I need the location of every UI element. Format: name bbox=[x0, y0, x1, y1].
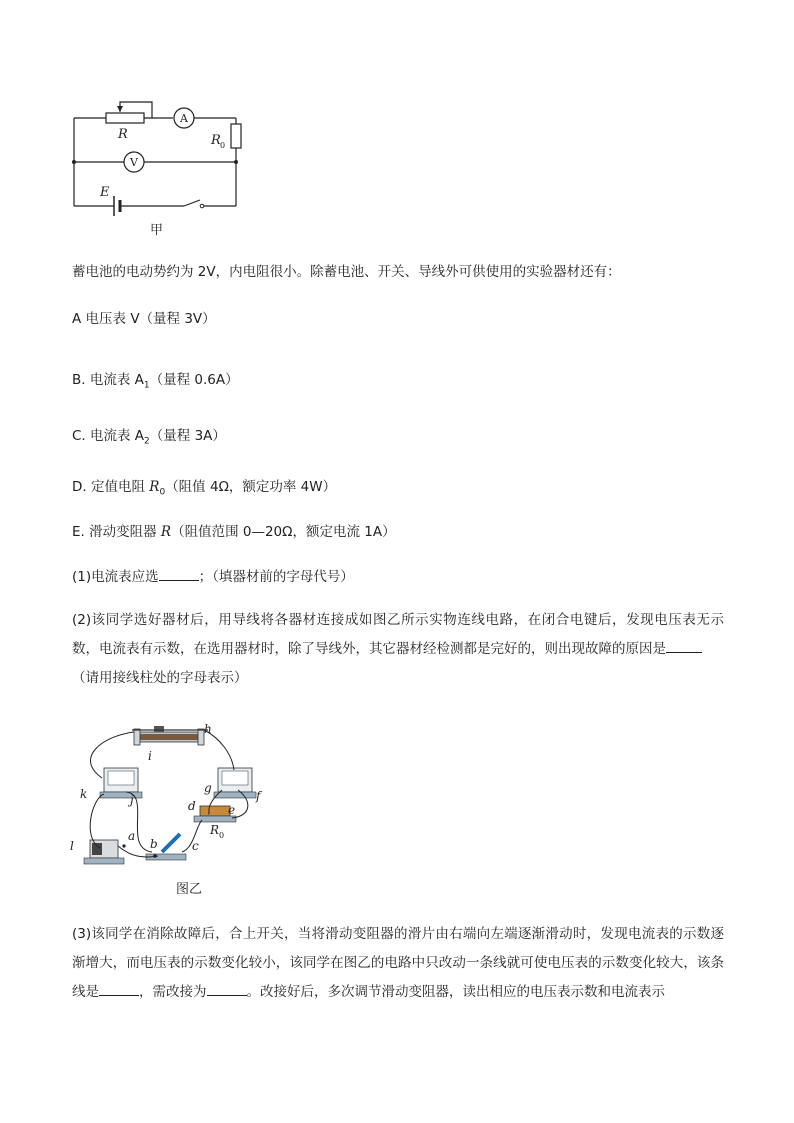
label-E: E bbox=[100, 185, 110, 200]
wiring-diagram-yi bbox=[62, 718, 282, 868]
option-c: C. 电流表 $A_2$（量程 3A） bbox=[72, 428, 226, 447]
label-f: f bbox=[256, 789, 261, 803]
label-l: l bbox=[70, 839, 74, 853]
answer-blank-1[interactable] bbox=[159, 567, 199, 581]
figure-yi-caption: 图乙 bbox=[176, 882, 203, 897]
option-e: E. 滑动变阻器 R（阻值范围 0—20Ω，额定电流 1A） bbox=[72, 524, 396, 540]
question-1: (1)电流表应选 ；（填器材前的字母代号） bbox=[72, 569, 354, 585]
intro-text: 蓄电池的电动势约为 2V，内电阻很小。除蓄电池、开关、导线外可供使用的实验器材还有： bbox=[72, 264, 621, 280]
label-c: c bbox=[192, 839, 199, 853]
option-a: A 电压表 V（量程 3V） bbox=[72, 311, 216, 327]
label-g: g bbox=[204, 781, 212, 795]
label-voltmeter: V bbox=[130, 156, 138, 169]
option-b: B. 电流表 $A_1$（量程 0.6A） bbox=[72, 372, 239, 391]
label-d: d bbox=[188, 799, 196, 813]
option-d: D. 定值电阻 $R_0$（阻值 4Ω，额定功率 4W） bbox=[72, 479, 337, 498]
circuit-diagram-jia bbox=[60, 92, 260, 217]
label-j: j bbox=[130, 793, 134, 807]
label-e: e bbox=[228, 803, 236, 817]
label-b: b bbox=[150, 837, 158, 851]
label-ammeter: A bbox=[180, 112, 188, 125]
answer-blank-2[interactable] bbox=[666, 639, 702, 653]
label-k: k bbox=[80, 787, 88, 801]
label-i: i bbox=[148, 749, 152, 763]
label-R: R bbox=[118, 127, 128, 142]
label-R0-yi: R bbox=[210, 823, 220, 837]
label-R0: R bbox=[211, 133, 221, 148]
question-2: (2)该同学选好器材后，用导线将各器材连接成如图乙所示实物连线电路，在闭合电键后，发现电压表无示数，电流表有示数，在选用器材时，除了导线外，其它器材经检测都是完好的，则出现故障的原因是 （请用接线柱处的字母表示） bbox=[72, 612, 724, 686]
label-h: h bbox=[204, 722, 212, 736]
label-R0-sub: 0 bbox=[220, 141, 226, 150]
answer-blank-3b[interactable] bbox=[207, 982, 247, 996]
question-3: (3)该同学在消除故障后，合上开关，当将滑动变阻器的滑片由右端向左端逐渐滑动时，发现电流表的示数逐渐增大，而电压表的示数变化较小，该同学在图乙的电路中只改动一条线就可使电压表的示数变化较大，该条线是 ，需改接为 。改接好后，多次调节滑动变阻器，读出相应的电压表示数和电流表示 bbox=[72, 926, 724, 1000]
label-R0-yi-sub: 0 bbox=[219, 831, 225, 840]
figure-jia-caption: 甲 bbox=[150, 223, 164, 238]
answer-blank-3a[interactable] bbox=[99, 982, 139, 996]
label-a: a bbox=[128, 829, 136, 843]
